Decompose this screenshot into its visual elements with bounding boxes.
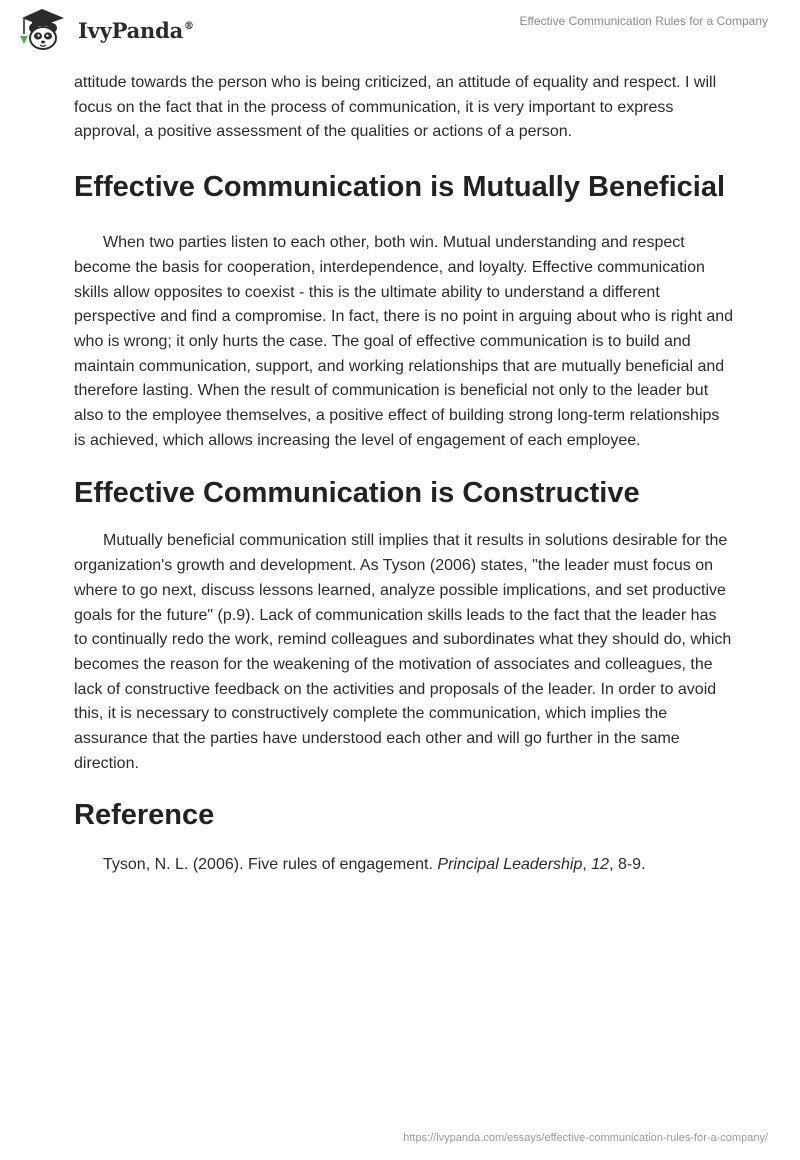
journal-title: Principal Leadership	[437, 856, 583, 874]
source-url[interactable]: https://ivypanda.com/essays/effective-communication-rules-for-a-company/	[403, 1132, 768, 1144]
heading-constructive: Effective Communication is Constructive	[74, 477, 640, 510]
reference-entry: Tyson, N. L. (2006). Five rules of engagement. Principal Leadership, 12, 8-9.	[103, 856, 646, 874]
paragraph-constructive: Mutually beneficial communication still implies that it results in solutions desirable for the organization's growth and development. As Tyson (2006) states, "the leader must focus on where to go next, discuss lessons learned, analyze possible implications, and set productive goals for the future" (p.9). Lack of communication skills leads to the fact that the leader has to continually redo the work, remind colleagues and subordinates what they should do, which becomes the reason for the weakening of the motivation of associates and colleagues, the lack of constructive feedback on the activities and proposals of the leader. In order to avoid this, it is necessary to constructively complete the communication, which implies the assurance that the parties have understood each other and will go further in the same direction.	[74, 532, 732, 772]
document-title: Effective Communication Rules for a Company	[519, 14, 768, 28]
essay-body	[74, 71, 734, 878]
brand-name: IvyPanda®	[78, 17, 194, 43]
heading-reference: Reference	[74, 799, 215, 832]
ivypanda-logo[interactable]	[14, 8, 194, 52]
page-header	[0, 0, 800, 66]
panda-graduate-icon	[14, 8, 72, 52]
journal-volume: 12	[591, 856, 610, 874]
intro-paragraph: attitude towards the person who is being criticized, an attitude of equality and respect. I will focus on the fact that in the process of communication, it is very important to express approval, a positive assessment of the qualities or actions of a person.	[74, 74, 717, 141]
heading-mutually-beneficial: Effective Communication is Mutually Beneficial	[74, 171, 726, 204]
paragraph-mutually-beneficial: When two parties listen to each other, both win. Mutual understanding and respect become the basis for cooperation, interdependence, and loyalty. Effective communication skills allow opposites to coexist - this is the ultimate ability to understand a different perspective and find a compromise. In fact, there is no point in arguing about who is right and who is wrong; it only hurts the case. The goal of effective communication is to build and maintain communication, support, and working relationships that are mutually beneficial and therefore lasting. When the result of communication is beneficial not only to the leader but also to the employee themselves, a positive effect of building strong long-term relationships is achieved, which allows increasing the level of engagement of each employee.	[74, 234, 734, 449]
